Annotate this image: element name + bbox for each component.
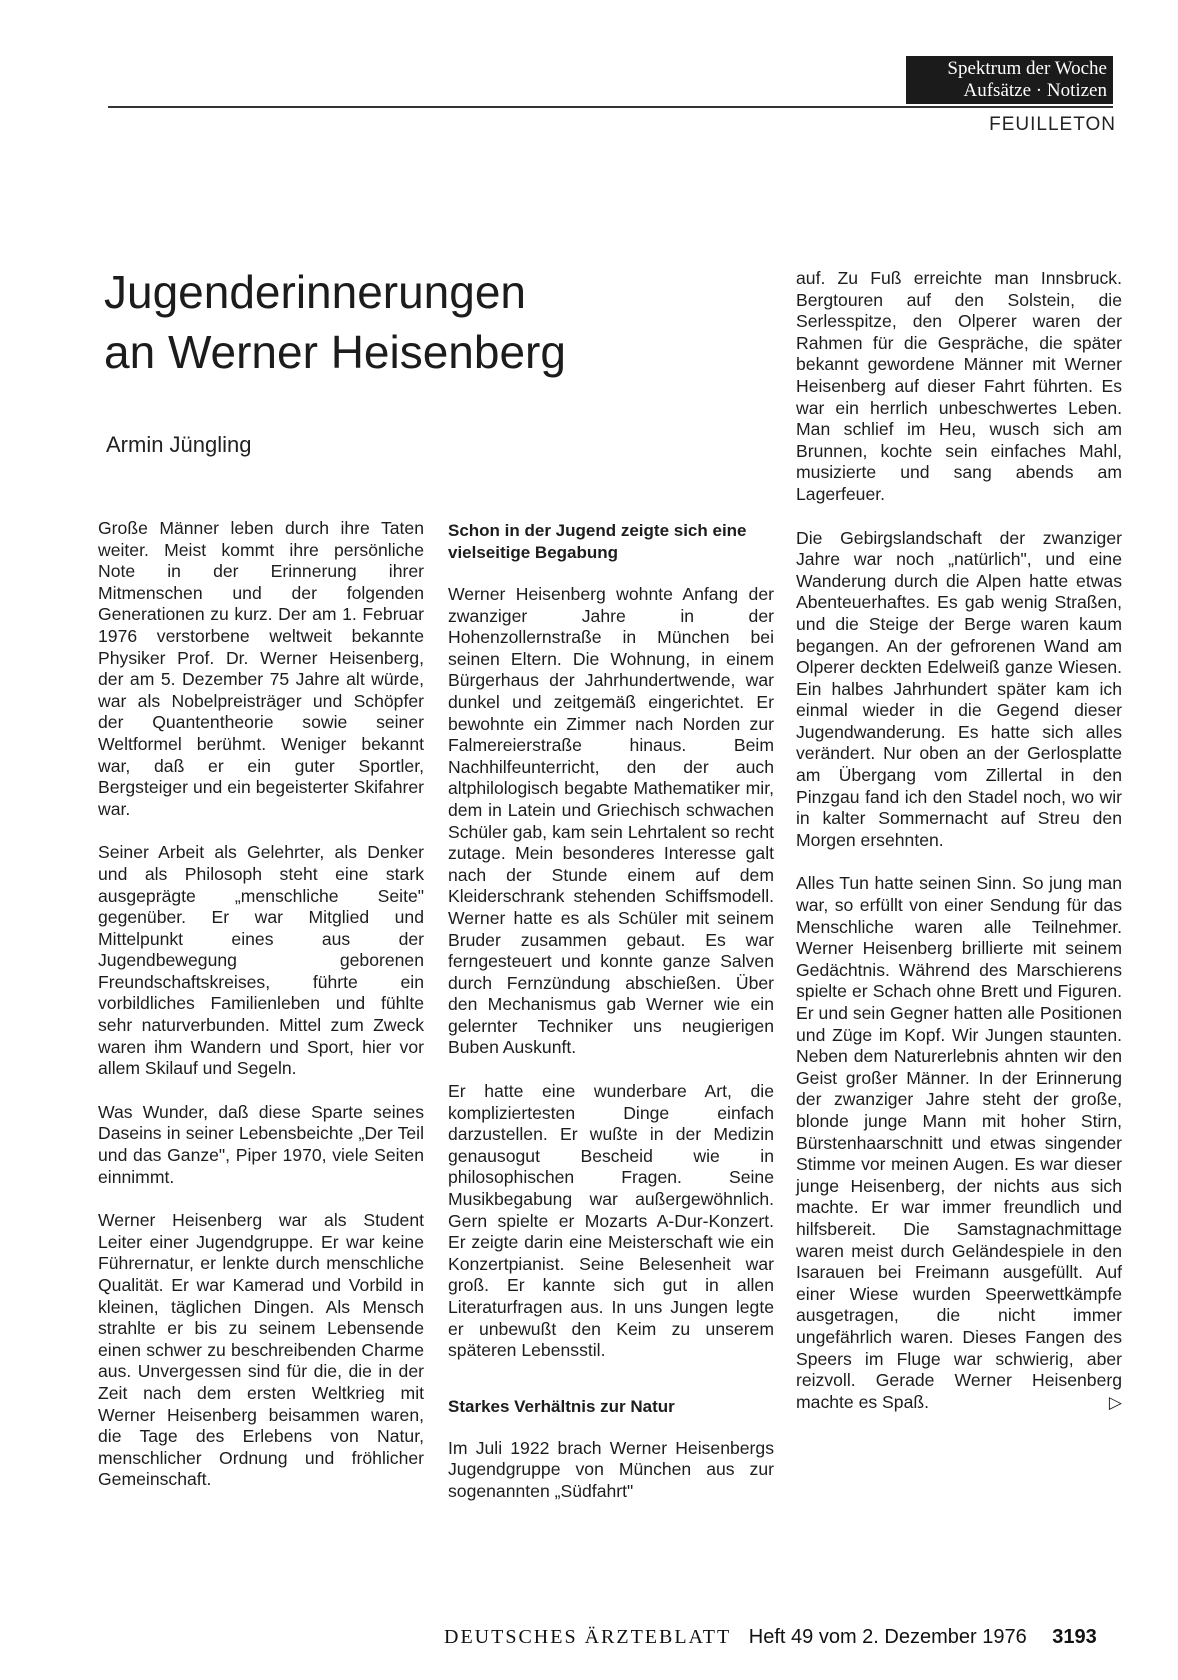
column-1 <box>98 518 424 1513</box>
paragraph: auf. Zu Fuß erreichte man Innsbruck. Bergtouren auf den Solstein, die Serlesspitze, den Olperer waren der Rahmen für die Gespräche, die später bekannt gewordene Männer mit Werner Heisenberg auf dieser Fahrt führten. Es war ein herrlich unbeschwertes Leben. Man schlief im Heu, wusch sich am Brunnen, kochte sein einfaches Mahl, musizierte und sang abends am Lagerfeuer. <box>796 268 1122 504</box>
header-rule <box>108 106 1113 108</box>
article-author: Armin Jüngling <box>106 432 252 457</box>
subheading-2: Starkes Verhältnis zur Natur <box>448 1396 675 1416</box>
paragraph: Seiner Arbeit als Gelehrter, als Denker und als Philosoph steht eine stark ausgeprägte „menschliche Seite" gegenüber. Er war Mitglied und Mittelpunkt eines aus der Jugendbewegung geborenen Freundschaftskreises, führte ein vorbildliches Familienleben und fühlte sehr naturverbunden. Mittel zum Zweck waren ihm Wandern und Sport, hier vor allem Skilauf und Segeln. <box>98 842 424 1079</box>
paragraph: Er hatte eine wunderbare Art, die kompliziertesten Dinge einfach darzustellen. Er wußte in der Medizin genausogut Bescheid wie in philosophischen Fragen. Seine Musikbegabung war außergewöhnlich. Gern spielte er Mozarts A-Dur-Konzert. Er zeigte darin eine Meisterschaft wie ein Konzertpianist. Seine Belesenheit war groß. Er kannte sich gut in allen Literaturfragen aus. In uns Jungen legte er unbewußt den Keim zu unserem späteren Lebensstil. <box>448 1081 774 1361</box>
paragraph: Große Männer leben durch ihre Taten weiter. Meist kommt ihre persönliche Note in der Erinnerung ihrer Mitmenschen und der folgenden Generationen zu kurz. Der am 1. Februar 1976 verstorbene weltweit bekannte Physiker Prof. Dr. Werner Heisenberg, der am 5. Dezember 75 Jahre alt würde, war als Nobelpreisträger und Schöpfer der Quantentheorie sowie seiner Weltformel berühmt. Weniger bekannt war, daß er ein guter Sportler, Bergsteiger und ein begeisterter Skifahrer war. <box>98 518 424 819</box>
header-box-line1: Spektrum der Woche <box>947 58 1107 79</box>
title-line1: Jugenderinnerungen <box>104 266 527 318</box>
header-box-line2: Aufsätze · Notizen <box>963 80 1107 101</box>
continue-arrow-icon: ▷ <box>1108 1392 1122 1412</box>
column-3 <box>796 268 1122 1435</box>
title-line2: an Werner Heisenberg <box>104 326 566 378</box>
paragraph: Im Juli 1922 brach Werner Heisenbergs Jugendgruppe von München aus zur sogenannten „Südfahrt" <box>448 1437 774 1501</box>
page-footer <box>444 1626 1097 1649</box>
issue-info: Heft 49 vom 2. Dezember 1976 <box>748 1626 1027 1648</box>
subheading-1: Schon in der Jugend zeigte sich eine vielseitige Begabung <box>448 521 747 562</box>
paragraph: Was Wunder, daß diese Sparte seines Daseins in seiner Lebensbeichte „Der Teil und das Ganze", Piper 1970, viele Seiten einnimmt. <box>98 1101 424 1187</box>
column-2 <box>448 520 774 1525</box>
header-box <box>906 56 1113 104</box>
paragraph-last <box>796 873 1122 1413</box>
paragraph: Werner Heisenberg war als Student Leiter einer Jugendgruppe. Er war keine Führernatur, er lenkte durch menschliche Qualität. Er war Kamerad und Vorbild in kleinen, täglichen Dingen. Als Mensch strahlte er bis zu seinem Lebensende einen schwer zu beschreibenden Charme aus. Unvergessen sind für die, die in der Zeit nach dem ersten Weltkrieg mit Werner Heisenberg beisammen waren, die Tage des Erlebens von Natur, menschlicher Ordnung und fröhlicher Gemeinschaft. <box>98 1210 424 1490</box>
journal-name: DEUTSCHES ÄRZTEBLATT <box>444 1626 732 1648</box>
paragraph: Die Gebirgslandschaft der zwanziger Jahre war noch „natürlich", und eine Wanderung durch die Alpen hatte etwas Abenteuerhaftes. Es gab wenig Straßen, und die Steige der Berge waren kaum begangen. An der gefrorenen Wand am Olperer deckten Edelweiß ganze Wiesen. Ein halbes Jahrhundert später kam ich einmal wieder in die Gegend dieser Jugendwanderung. Es hatte sich alles verändert. Nur oben an der Gerlosplatte am Übergang vom Zillertal in den Pinzgau fand ich den Stadel noch, wo wir in kalter Sommernacht auf Streu den Morgen ersehnten. <box>796 527 1122 850</box>
paragraph-text: Alles Tun hatte seinen Sinn. So jung man war, so erfüllt von einer Sendung für das Menschliche waren alle Teilnehmer. Werner Heisenberg brillierte mit seinem Gedächtnis. Während des Marschierens spielte er Schach ohne Brett und Figuren. Er und sein Gegner hatten alle Positionen und Züge im Kopf. Wir Jungen staunten. Neben dem Naturerlebnis ahnten wir den Geist großer Männer. In der Erinnerung der zwanziger Jahre steht der große, blonde junge Mann mit hoher Stirn, Bürstenhaarschnitt und etwas singender Stimme vor meinen Augen. Es war dieser junge Heisenberg, der nichts aus sich machte. Er war immer freundlich und hilfsbereit. Die Samstagnachmittage waren meist durch Geländespiele in den Isarauen bei Freimann ausgefüllt. Auf einer Wiese wurden Speerwettkämpfe ausgetragen, die nicht immer ungefährlich waren. Dieses Fangen des Speers im Fluge war schwierig, aber reizvoll. Gerade Werner Heisenberg machte es Spaß. <box>796 873 1122 1412</box>
article-title <box>104 262 704 382</box>
section-label: FEUILLETON <box>989 114 1116 135</box>
page-number: 3193 <box>1052 1626 1097 1648</box>
paragraph: Werner Heisenberg wohnte Anfang der zwanziger Jahre in der Hohenzollernstraße in München bei seinen Eltern. Die Wohnung, in einem Bürgerhaus der Jahrhundertwende, war dunkel und zeitgemäß eingerichtet. Er bewohnte ein Zimmer nach Norden zur Falmereierstraße hinaus. Beim Nachhilfeunterricht, den der auch altphilologisch begabte Mathematiker mir, dem in Latein und Griechisch schwachen Schüler gab, kam sein Lehrtalent so recht zutage. Mein besonderes Interesse galt nach der Stunde einem auf dem Kleiderschrank stehenden Schiffsmodell. Werner hatte es als Schüler mit seinem Bruder zusammen gebaut. Es war ferngesteuert und konnte ganze Salven durch Fernzündung abschießen. Über den Mechanismus gab Werner wie ein gelernter Techniker uns neugierigen Buben Auskunft. <box>448 584 774 1058</box>
